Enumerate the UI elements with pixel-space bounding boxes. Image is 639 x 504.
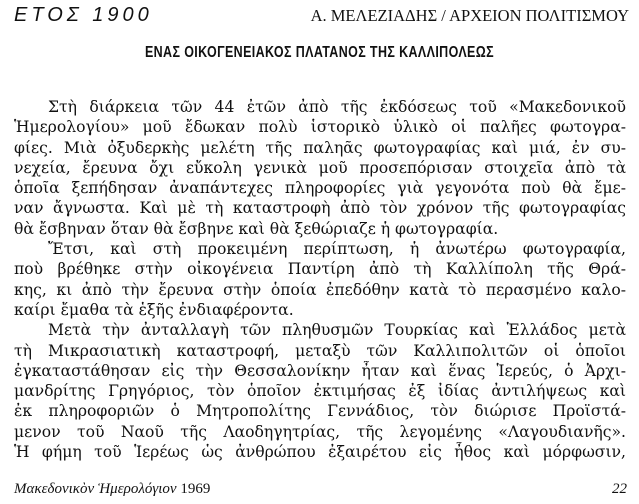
- body-line: ἐκ πληροφοριῶν ὁ Μητροπολίτης Γεννάδιος, τὸν διώρισε Προϊστά-: [14, 402, 626, 421]
- body-line: Ἔτσι, καὶ στὴ προκειμένη περίπτωση, ἡ ἀνωτέρω φωτογραφία,: [48, 240, 626, 259]
- body-line: Ἡ φήμη τοῦ Ἱερέως ὡς ἀνθρώπου ἐξαιρέτου εἰς ἦθος καὶ μόρφωσιν,: [14, 443, 626, 462]
- body-line: Μετὰ τὴν ἀνταλλαγὴ τῶν πληθυσμῶν Τουρκίας καὶ Ἑλλάδος μετὰ: [48, 321, 626, 340]
- body-line: ποὺ βρέθηκε στὴν οἰκογένεια Παντίρη ἀπὸ τὴ Καλλίπολη τῆς Θρά-: [14, 260, 626, 279]
- body-line: θὰ ἔσβηναν ὅταν θὰ ἔσβηνε καὶ θὰ ξεθώριαζε ἡ φωτογραφία.: [14, 219, 499, 238]
- body-line: μανδρίτης Γρηγόριος, τὸν ὁποῖον ἐκτιμήσας ἐξ ἰδίας ἀντιλήψεως καὶ: [14, 382, 626, 401]
- body-line: ὁποῖα ξεπήδησαν ἀναπάντεχες πληροφορίες γιὰ γεγονότα ποὺ θὰ ἔμε-: [14, 179, 626, 198]
- page-number: 22: [612, 481, 627, 497]
- body-line: ἐγκαταστάθησαν εἰς τὴν Θεσσαλονίκην ἦταν καὶ ἕνας Ἱερεύς, ὁ Ἀρχι-: [14, 361, 626, 380]
- article-title: ΕΝΑΣ ΟΙΚΟΓΕΝΕΙΑΚΟΣ ΠΛΑΤΑΝΟΣ ΤΗΣ ΚΑΛΛΙΠΟΛΕΩΣ: [144, 44, 495, 61]
- body-line: καίρι ἔμαθα τὰ ἑξῆς ἐνδιαφέροντα.: [14, 300, 294, 319]
- header-author-source: Α. ΜΕΛΕΖΙΑΔΗΣ / ΑΡΧΕΙΟΝ ΠΟΛΙΤΙΣΜΟΥ: [310, 6, 629, 25]
- body-line: ναν ἄγνωστα. Καὶ μὲ τὴ καταστροφὴ ἀπὸ τὸν χρόνον τῆς φωτογραφίας: [14, 199, 626, 218]
- body-line: Στὴ διάρκεια τῶν 44 ἐτῶν ἀπὸ τῆς ἐκδόσεως τοῦ «Μακεδονικοῦ: [48, 98, 626, 116]
- body-line: Ἡμερολογίου» μοῦ ἔδωκαν πολὺ ἱστορικὸ ὑλικὸ οἱ παλῆες φωτογρα-: [14, 118, 626, 137]
- footer-magazine-credit: [14, 481, 210, 498]
- header-year-label: ΕΤΟΣ 1900: [14, 4, 153, 26]
- body-line: φίες. Μιὰ ὀξυδερκὴς μελέτη τῆς παληᾶς φωτογραφίας καὶ μιά, ἐν συ-: [14, 138, 626, 157]
- body-line: τὴ Μικρασιατικὴ καταστροφή, μεταξὺ τῶν Καλλιπολιτῶν οἱ ὁποῖοι: [14, 341, 626, 360]
- body-line: νεχεία, ἔρευνα ὄχι εὔκολη γενικὰ μοῦ προσεπόρισαν στοιχεῖα ἀπὸ τὰ: [14, 158, 626, 177]
- body-line: κης, κι ἀπὸ τὴν ἔρευνα στὴν ὁποία ἐπεδόθην κατὰ τὸ περασμένο καλο-: [14, 280, 626, 299]
- footer-year: 1969: [180, 481, 211, 497]
- body-line: μενον τοῦ Ναοῦ τῆς Λαοδηγητρίας, τῆς λεγομένης «Λαγουδιανῆς».: [14, 422, 626, 441]
- footer-magazine-name: Μακεδονικὸν Ἡμερολόγιον: [14, 481, 177, 497]
- article-body: [14, 97, 626, 462]
